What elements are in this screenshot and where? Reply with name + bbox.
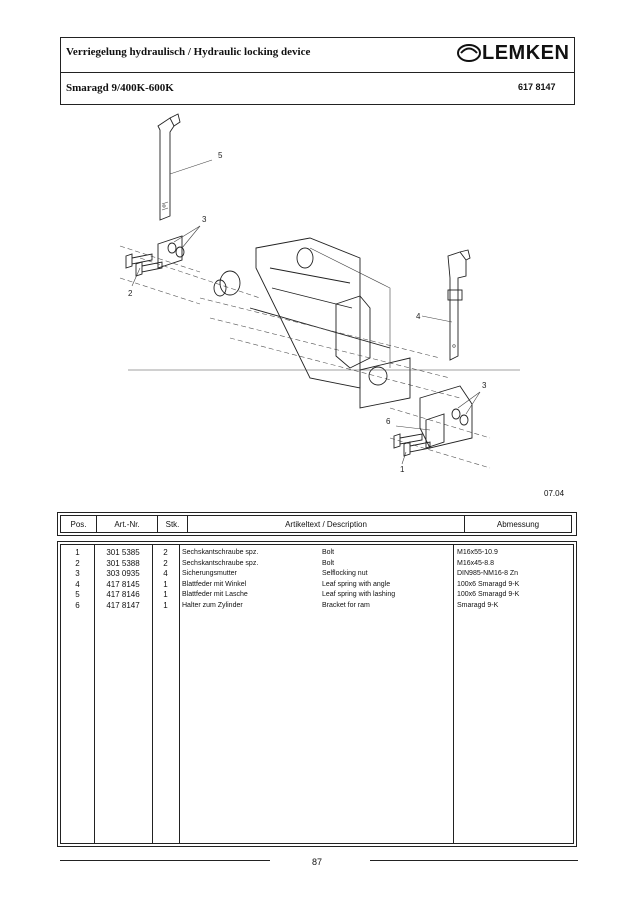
cell-dimension: 100x6 Smaragd 9-K [457, 580, 520, 588]
cell-art-nr: 417 8146 [106, 590, 140, 600]
footer-rule-right [370, 860, 578, 861]
cell-description-de: Blattfeder mit Lasche [182, 591, 248, 599]
cell-description-de: Blattfeder mit Winkel [182, 580, 247, 588]
cell-description-de: Halter zum Zylinder [182, 602, 243, 609]
col-divider [179, 545, 180, 843]
col-dim-header: Abmessung [465, 516, 572, 533]
callout-3-lower: 3 [482, 381, 487, 390]
cell-description-de: Sechskantschraube spz. [182, 559, 259, 567]
cell-description-en: Bracket for ram [322, 602, 370, 609]
cell-description-de: Sicherungsmutter [182, 570, 237, 578]
cell-qty: 1 [163, 579, 168, 589]
cell-description-en: Leaf spring with lashing [322, 591, 396, 599]
document-title: Verriegelung hydraulisch / Hydraulic locking device [66, 46, 311, 58]
cell-description-en: Selflocking nut [322, 570, 368, 578]
cell-pos: 4 [75, 579, 80, 589]
lemken-logo [456, 40, 570, 66]
cell-pos: 3 [75, 569, 80, 579]
cell-dimension: DIN985-NM16-8 Zn [457, 570, 519, 578]
cell-dimension: Smaragd 9-K [457, 602, 499, 609]
cell-pos: 6 [75, 601, 80, 610]
col-desc-header: Artikeltext / Description [188, 516, 465, 533]
cell-art-nr: 417 8147 [106, 601, 140, 610]
page-number: 87 [312, 857, 323, 867]
parts-table [60, 544, 574, 844]
cell-description-de: Sechskantschraube spz. [182, 549, 259, 556]
callout-1: 1 [400, 465, 405, 474]
cell-description-en: Bolt [322, 559, 335, 567]
col-divider [453, 545, 454, 843]
cell-pos: 2 [75, 558, 80, 568]
col-pos-header: Pos. [61, 516, 97, 533]
cell-dimension: 100x6 Smaragd 9-K [457, 591, 520, 599]
header-divider [60, 72, 575, 73]
cell-description-en: Leaf spring with angle [322, 580, 391, 588]
model-name: Smaragd 9/400K-600K [66, 82, 174, 94]
cell-qty: 2 [163, 558, 168, 568]
cell-qty: 4 [163, 569, 168, 579]
cell-qty: 2 [163, 548, 168, 557]
table-header [60, 515, 572, 533]
callout-5: 5 [218, 151, 223, 160]
footer-rule-left [60, 860, 270, 861]
callout-6: 6 [386, 417, 391, 426]
col-art-header: Art.-Nr. [97, 516, 158, 533]
leaf-spring-lashing-part [158, 114, 180, 220]
callout-2: 2 [128, 289, 133, 298]
upper-bolts-assembly [120, 236, 260, 304]
cell-art-nr: 417 8145 [106, 579, 140, 589]
cell-qty: 1 [163, 601, 168, 610]
exploded-parts-drawing [60, 108, 580, 488]
brand-name: LEMKEN [482, 42, 570, 64]
cell-dimension: M16x55-10.9 [457, 549, 498, 556]
cell-pos: 5 [75, 590, 80, 600]
hitch-frame [200, 238, 460, 408]
doc-number: 617 8147 [518, 82, 556, 92]
cell-description-en: Bolt [322, 549, 335, 556]
revision-date: 07.04 [544, 489, 565, 498]
callout-3-upper: 3 [202, 215, 207, 224]
cell-pos: 1 [75, 548, 80, 557]
cell-art-nr: 301 5385 [106, 548, 140, 557]
cell-art-nr: 303 0935 [106, 569, 140, 579]
cell-art-nr: 301 5388 [106, 558, 140, 568]
col-qty-header: Stk. [158, 516, 188, 533]
cell-dimension: M16x45-8.8 [457, 559, 494, 567]
callout-4: 4 [416, 312, 421, 321]
leaf-spring-angle-part [448, 250, 470, 360]
cell-qty: 1 [163, 590, 168, 600]
